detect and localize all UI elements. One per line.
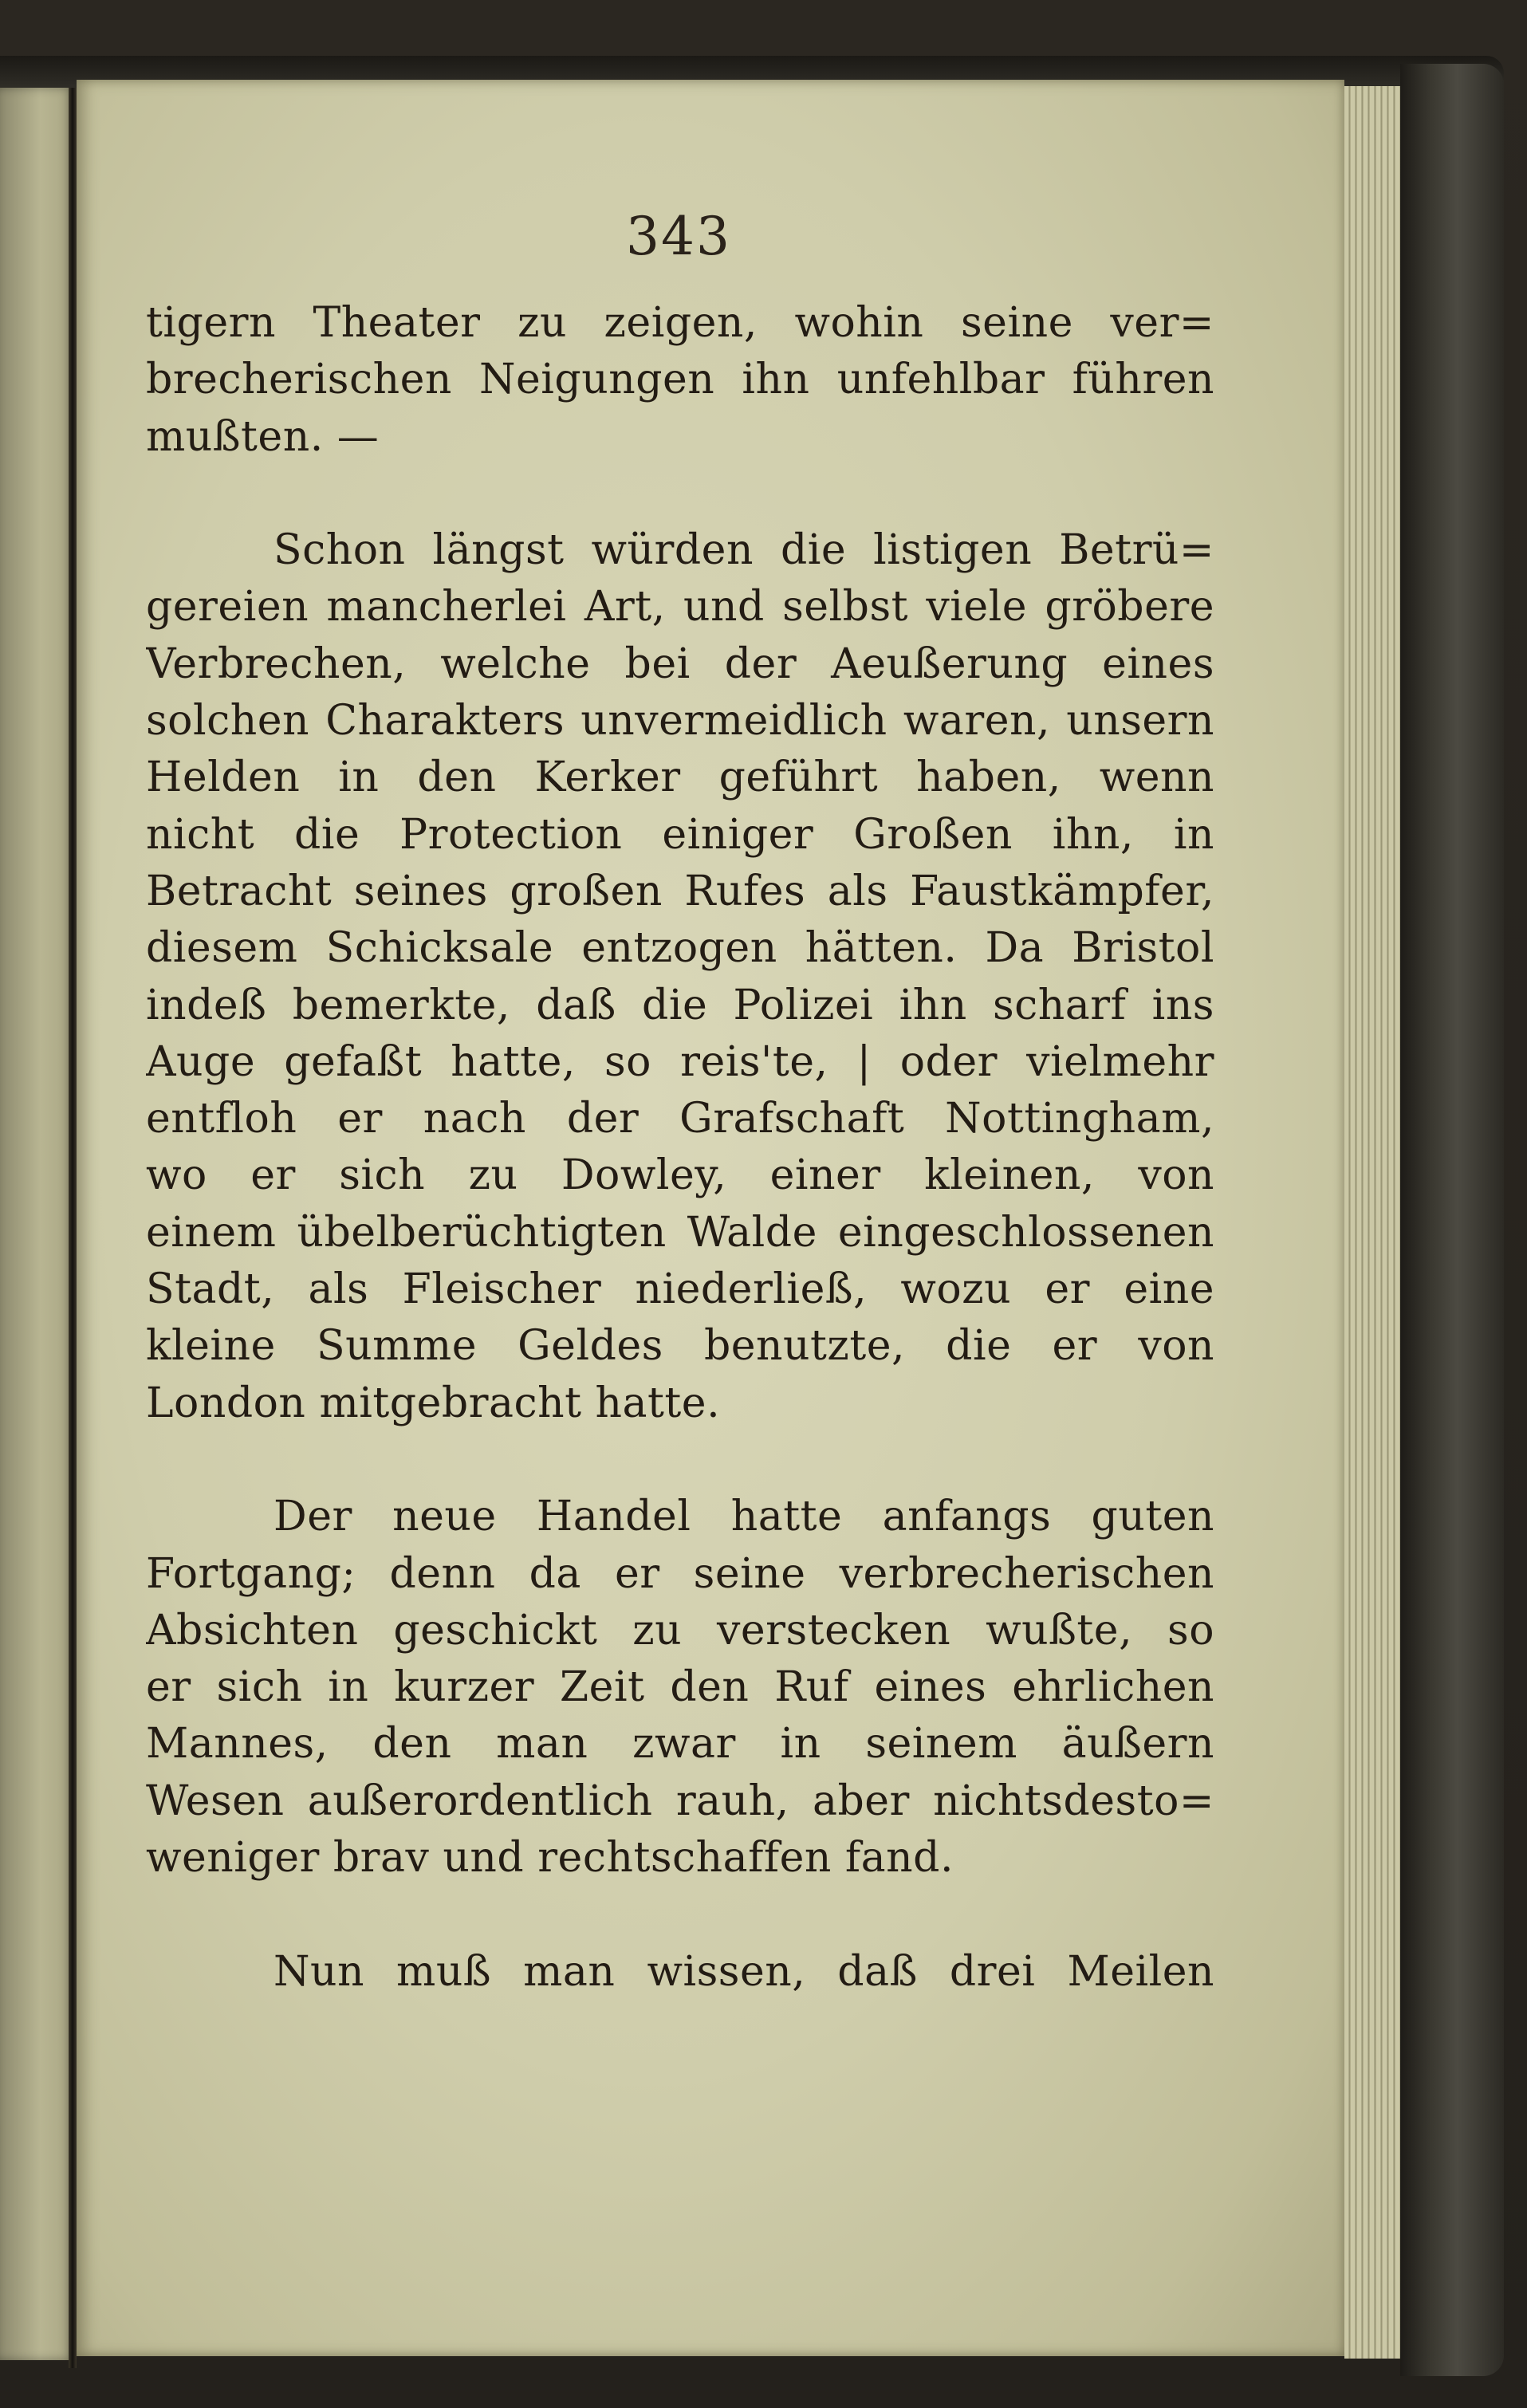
text-line: Fortgang; denn da er seine verbrecherischen — [146, 1549, 1214, 1598]
book-page — [77, 80, 1344, 2356]
text-line: Verbrechen, welche bei der Aeußerung eines — [146, 639, 1214, 688]
book-cover-spine — [1400, 64, 1504, 2376]
facing-page-edge — [0, 88, 73, 2360]
text-line: kleine Summe Geldes benutzte, die er von — [146, 1322, 1214, 1371]
page-number: 343 — [626, 206, 731, 267]
text-line: er sich in kurzer Zeit den Ruf eines ehrlichen — [146, 1663, 1214, 1712]
text-line: Nun muß man wissen, daß drei Meilen — [274, 1947, 1214, 1996]
text-line: diesem Schicksale entzogen hätten. Da Bristol — [146, 924, 1214, 973]
page-edges — [1344, 86, 1400, 2359]
text-line: Schon längst würden die listigen Betrü= — [274, 526, 1214, 575]
text-line: nicht die Protection einiger Großen ihn, in — [146, 810, 1214, 859]
text-line: weniger brav und rechtschaffen fand. — [146, 1834, 954, 1883]
text-line: indeß bemerkte, daß die Polizei ihn scharf ins — [146, 981, 1214, 1029]
page-text — [146, 295, 1214, 2001]
text-line: Mannes, den man zwar in seinem äußern — [146, 1720, 1214, 1769]
text-line: entfloh er nach der Grafschaft Nottingham, — [146, 1095, 1214, 1143]
paragraph-gap — [146, 466, 1214, 522]
text-line: Wesen außerordentlich rauh, aber nichtsdesto= — [146, 1776, 1214, 1825]
text-line: einem übelberüchtigten Walde eingeschlossenen — [146, 1208, 1214, 1257]
text-line: Absichten geschickt zu verstecken wußte, so — [146, 1606, 1214, 1655]
text-line: Stadt, als Fleischer niederließ, wozu er eine — [146, 1265, 1214, 1314]
text-line: tigern Theater zu zeigen, wohin seine ver= — [146, 299, 1214, 347]
text-line: solchen Charakters unvermeidlich waren, unsern — [146, 697, 1214, 746]
text-line: wo er sich zu Dowley, einer kleinen, von — [146, 1151, 1214, 1200]
text-line: London mitgebracht hatte. — [146, 1379, 721, 1427]
text-line: Helden in den Kerker geführt haben, wenn — [146, 753, 1214, 802]
text-line: brecherischen Neigungen ihn unfehlbar führen — [146, 356, 1214, 404]
text-line: gereien mancherlei Art, und selbst viele gröbere — [146, 583, 1214, 632]
text-line: Betracht seines großen Rufes als Faustkämpfer, — [146, 867, 1214, 915]
text-line: Der neue Handel hatte anfangs guten — [274, 1493, 1214, 1541]
paragraph-gap — [146, 1432, 1214, 1489]
paragraph-gap — [146, 1887, 1214, 1943]
text-line: mußten. — — [146, 412, 380, 461]
text-line: Auge gefaßt hatte, so reis'te, | oder vielmehr — [146, 1037, 1214, 1086]
book-gutter — [69, 88, 77, 2368]
